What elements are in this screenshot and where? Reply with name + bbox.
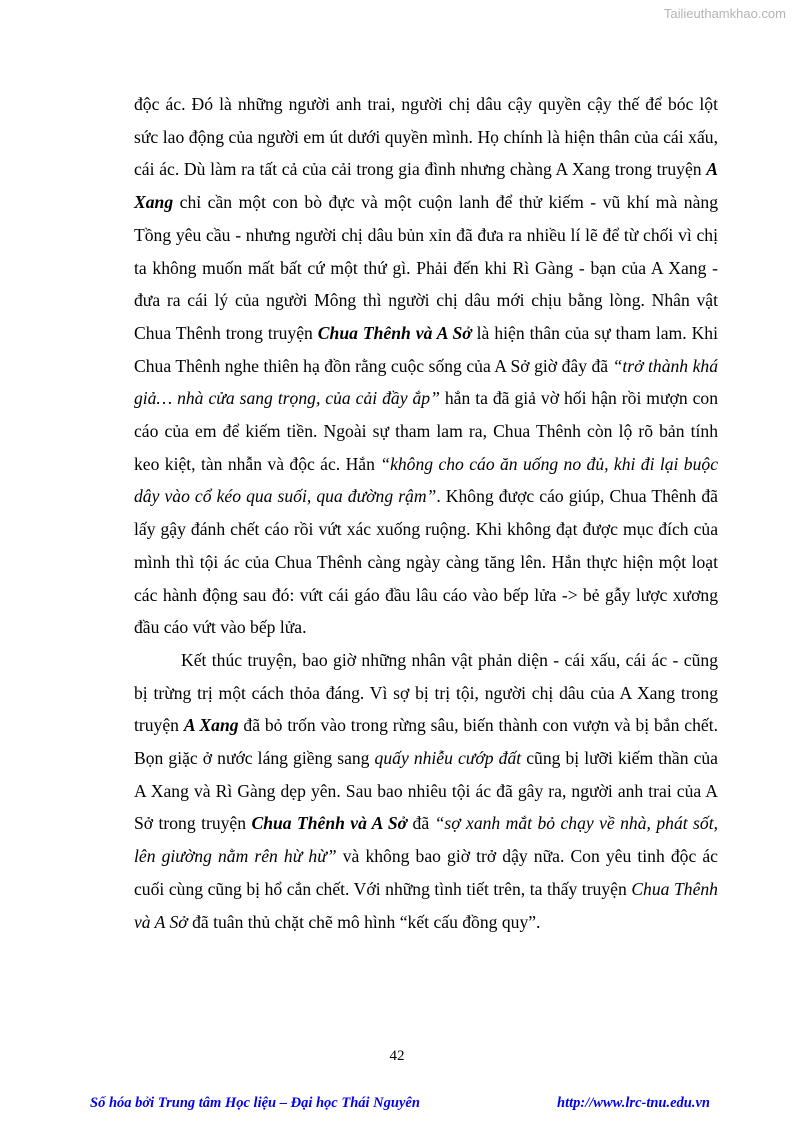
paragraph-2 [134, 644, 718, 938]
text-run: độc ác. Đó là những người anh trai, người chị dâu cậy quyền cậy thế để bóc lột sức lao động của người em út dưới quyền mình. Họ chính là hiện thân của cái xấu, cái ác. Dù làm ra tất cả của cải trong gia đình nhưng chàng A Xang trong truyện [134, 94, 718, 180]
text-run: là hiện thân của sự tham lam. Khi Chua Thênh nghe thiên hạ đồn rằng cuộc sống của A Sở giờ đây đã [134, 322, 718, 376]
text-run: đã [407, 813, 435, 834]
text-run: hắn ta đã giả vờ hối hận rồi mượn con cáo của em để kiếm tiền. Ngoài sự tham lam ra, Chua Thênh còn lộ rõ bản tính keo kiệt, tàn nhẫn và độc ác. Hắn [134, 388, 718, 474]
paragraph-1 [134, 88, 718, 644]
text-run: đã bỏ trốn vào trong rừng sâu, biến thành con vượn và bị bắn chết. Bọn giặc ở nước láng giềng sang [134, 715, 718, 769]
watermark-text: Tailieuthamkhao.com [663, 6, 786, 21]
page-number: 42 [389, 1048, 405, 1064]
text-run: chỉ cần một con bò đực và một cuộn lanh để thử kiếm - vũ khí mà nàng Tồng yêu cầu - nhưng người chị dâu bủn xỉn đã đưa ra nhiều lí lẽ để từ chối vì chị ta không muốn mất bất cứ một thứ gì. Phải đến khi Rì Gàng - bạn của A Xang - đưa ra cái lý của người Mông thì người chị dâu mới chịu bằng lòng. Nhân vật Chua Thênh trong truyện [134, 192, 718, 343]
emphasis-quote: quấy nhiễu cướp đất [374, 748, 522, 769]
emphasis-quote: “sợ xanh mắt bỏ chạy về nhà, phát sốt, lên giường nằm rên hừ hừ” [134, 813, 718, 867]
text-run: và không bao giờ trở dậy nữa. Con yêu tinh độc ác cuối cùng cũng bị hổ cắn chết. Với những tình tiết trên, ta thấy truyện [134, 846, 718, 899]
text-run: Kết thúc truyện, bao giờ những nhân vật phản diện - cái xấu, cái ác - cũng bị trừng trị một cách thỏa đáng. Vì sợ bị trị tội, người chị dâu của A Xang trong truyện [134, 649, 718, 736]
text-run: . Không được cáo giúp, Chua Thênh đã lấy gậy đánh chết cáo rồi vứt xác xuống ruộng. Khi không đạt được mục đích của mình thì tội ác của Chua Thênh càng ngày càng tăng lên. Hắn thực hiện một loạt các hành động sau đó: vứt cái gáo đầu lâu cáo vào bếp lửa -> bẻ gẫy lược xương đầu cáo vứt vào bếp lửa. [134, 486, 718, 638]
footer-url-link[interactable]: http://www.lrc-tnu.edu.vn [557, 1095, 710, 1111]
text-run: đã tuân thủ chặt chẽ mô hình “kết cấu đồng quy”. [187, 911, 541, 932]
document-body [134, 88, 718, 938]
emphasis-title: A Xang [134, 159, 718, 213]
footer-source-text: Số hóa bởi Trung tâm Học liệu – Đại học Thái Nguyên [90, 1095, 420, 1111]
emphasis-quote: Chua Thênh và A Sở [134, 878, 718, 932]
text-run: cũng bị lưỡi kiếm thần của A Xang và Rì Gàng dẹp yên. Sau bao nhiêu tội ác đã gây ra, người anh trai của A Sở trong truyện [134, 748, 718, 834]
emphasis-quote: “không cho cáo ăn uống no đủ, khi đi lại buộc dây vào cổ kéo qua suối, qua đường rậm” [134, 453, 719, 507]
emphasis-title: A Xang [183, 715, 239, 736]
emphasis-quote: “trở thành khá giả… nhà cửa sang trọng, của cải đầy ắp” [134, 355, 718, 409]
emphasis-title: Chua Thênh và A Sở [317, 322, 472, 343]
emphasis-title: Chua Thênh và A Sở [251, 813, 408, 834]
